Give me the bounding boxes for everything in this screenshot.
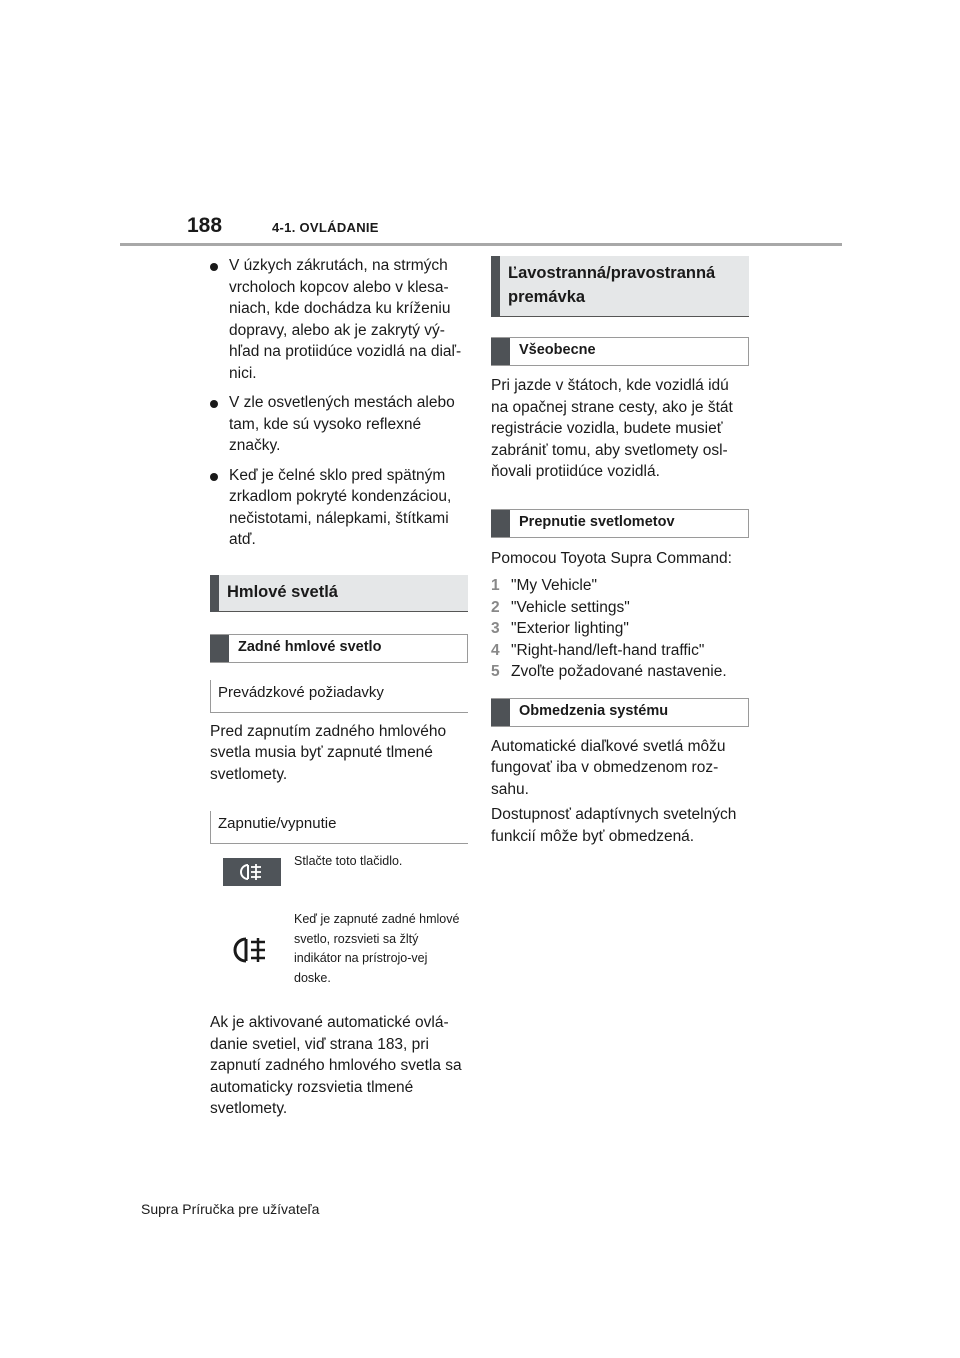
- heading-marker: [491, 699, 510, 726]
- bullet-item: [210, 392, 468, 457]
- footer-text: Supra Príručka pre užívateľa: [141, 1201, 320, 1217]
- heading-marker: [491, 510, 510, 537]
- page-number: 188: [187, 214, 223, 237]
- icon-row: [210, 852, 468, 910]
- switch-intro: Pomocou Toyota Supra Command:: [491, 549, 732, 567]
- rear-fog-button-icon: [223, 858, 281, 886]
- requirements-heading: Prevádzkové požiadavky: [210, 680, 468, 713]
- traffic-heading: Ľavostranná/pravostranná premávka: [491, 256, 749, 317]
- switch-heading: [491, 509, 749, 538]
- general-heading: [491, 337, 749, 366]
- limits-text-1: Automatické diaľkové svetlá môžu fungovať iba v obmedzenom roz-sahu.: [491, 737, 726, 798]
- auto-lighting-text: Ak je aktivované automatické ovlá-danie svetiel, viď strana 183, pri zapnutí zadného hmlového svetla sa automaticky rozsvietia tlmené svetlomety.: [210, 1014, 462, 1117]
- bullet-item: [210, 465, 468, 551]
- icon-table: [210, 852, 468, 996]
- list-item: 3 "Exterior lighting": [491, 620, 629, 637]
- heading-marker: [210, 635, 229, 662]
- bullet-text: V úzkych zákrutách, na strmých vrcholoch kopcov alebo v klesa-niach, kde dochádza ku kríženiu dopravy, alebo ak je zakrytý vý-hľad na protiidúce vozidlá na diaľ-nici.: [229, 257, 462, 382]
- limits-text-2: Dostupnosť adaptívnych svetelných funkcií môže byť obmedzená.: [491, 806, 737, 845]
- general-heading-text: Všeobecne: [519, 342, 596, 358]
- rear-fog-heading: [210, 634, 468, 663]
- on-off-heading: Zapnutie/vypnutie: [210, 811, 468, 844]
- bullet-item: [210, 255, 468, 384]
- section-title: 4-1. OVLÁDANIE: [272, 220, 379, 235]
- icon-row: [210, 910, 468, 996]
- steps-list: [491, 575, 749, 683]
- list-item: 5 Zvoľte požadované nastavenie.: [491, 663, 727, 680]
- bullet-text: V zle osvetlených mestách alebo tam, kde sú vysoko reflexné značky.: [229, 394, 455, 454]
- bullet-icon: [210, 263, 218, 271]
- rear-fog-heading-text: Zadné hmlové svetlo: [238, 638, 382, 655]
- list-item: 1 "My Vehicle": [491, 577, 597, 594]
- icon-description: Keď je zapnuté zadné hmlové svetlo, rozsvieti sa žltý indikátor na prístrojo-vej doske.: [294, 912, 460, 985]
- list-item: 2 "Vehicle settings": [491, 598, 630, 616]
- bullet-icon: [210, 473, 218, 481]
- icon-description: Stlačte toto tlačidlo.: [294, 854, 403, 868]
- fog-lights-heading: Hmlové svetlá: [210, 575, 468, 612]
- limits-heading: [491, 698, 749, 727]
- switch-heading-text: Prepnutie svetlometov: [519, 513, 675, 530]
- limits-heading-text: Obmedzenia systému: [519, 702, 669, 719]
- requirements-text: Pred zapnutím zadného hmlového svetla musia byť zapnuté tlmené svetlomety.: [210, 722, 447, 783]
- bullet-icon: [210, 400, 218, 408]
- heading-marker: [491, 338, 510, 365]
- bullet-text: Keď je čelné sklo pred spätným zrkadlom pokryté kondenzáciou, nečistotami, nálepkami, štítkami atď.: [229, 466, 452, 548]
- right-column: [491, 256, 749, 847]
- header-rule: [120, 243, 842, 246]
- rear-fog-indicator-icon: [232, 935, 272, 972]
- left-column: [210, 255, 468, 1120]
- list-item: 4 "Right-hand/left-hand traffic": [491, 641, 705, 659]
- general-text: Pri jazde v štátoch, kde vozidlá idú na opačnej strane cesty, ako je štát registrácie vozidla, budete musieť zabrániť tomu, aby svetlomety osl-ňovali protiidúce vozidlá.: [491, 377, 733, 480]
